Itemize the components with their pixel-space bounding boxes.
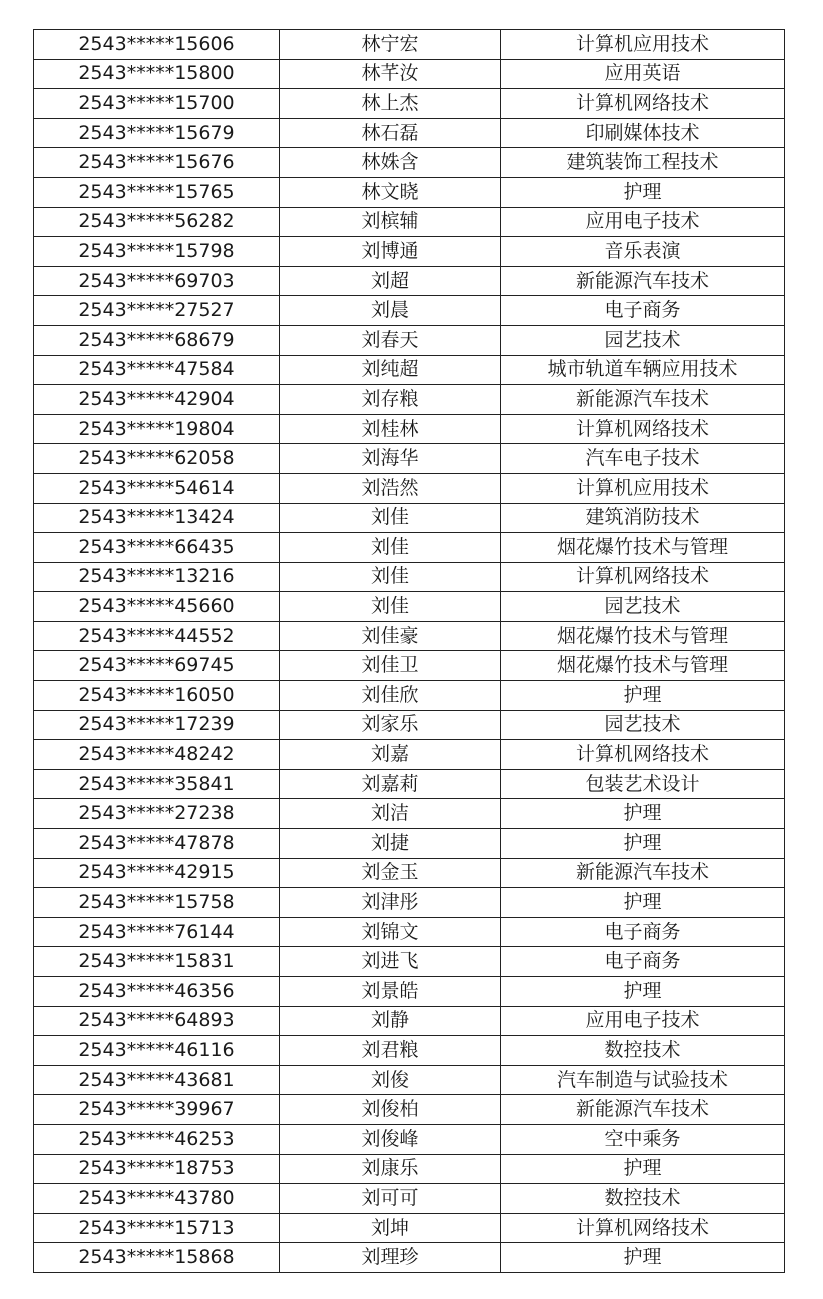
table-row: [34, 237, 785, 267]
name-cell: 刘理珍: [280, 1243, 501, 1273]
table-row: [34, 1036, 785, 1066]
id-cell: 2543*****56282: [34, 207, 280, 237]
table-row: [34, 858, 785, 888]
name-cell: 刘佳: [280, 562, 501, 592]
name-cell: 刘俊: [280, 1065, 501, 1095]
id-cell: 2543*****15800: [34, 59, 280, 89]
table-row: [34, 621, 785, 651]
name-cell: 刘俊柏: [280, 1095, 501, 1125]
table-row: [34, 503, 785, 533]
name-cell: 刘金玉: [280, 858, 501, 888]
id-cell: 2543*****45660: [34, 592, 280, 622]
major-cell: 计算机网络技术: [501, 414, 785, 444]
table-body: [34, 30, 785, 1273]
name-cell: 刘槟辅: [280, 207, 501, 237]
name-cell: 刘海华: [280, 444, 501, 474]
id-cell: 2543*****44552: [34, 621, 280, 651]
table-row: [34, 30, 785, 60]
name-cell: 刘坤: [280, 1213, 501, 1243]
major-cell: 汽车电子技术: [501, 444, 785, 474]
id-cell: 2543*****15700: [34, 89, 280, 119]
id-cell: 2543*****69745: [34, 651, 280, 681]
table-row: [34, 769, 785, 799]
major-cell: 园艺技术: [501, 325, 785, 355]
table-row: [34, 177, 785, 207]
major-cell: 新能源汽车技术: [501, 858, 785, 888]
id-cell: 2543*****47878: [34, 829, 280, 859]
name-cell: 刘博通: [280, 237, 501, 267]
table-row: [34, 1243, 785, 1273]
id-cell: 2543*****64893: [34, 1006, 280, 1036]
name-cell: 刘佳豪: [280, 621, 501, 651]
major-cell: 电子商务: [501, 296, 785, 326]
major-cell: 计算机网络技术: [501, 89, 785, 119]
table-row: [34, 533, 785, 563]
id-cell: 2543*****46116: [34, 1036, 280, 1066]
major-cell: 新能源汽车技术: [501, 385, 785, 415]
major-cell: 护理: [501, 977, 785, 1007]
table-row: [34, 947, 785, 977]
id-cell: 2543*****46253: [34, 1124, 280, 1154]
major-cell: 新能源汽车技术: [501, 266, 785, 296]
name-cell: 刘嘉: [280, 740, 501, 770]
table-row: [34, 1124, 785, 1154]
table-row: [34, 1184, 785, 1214]
id-cell: 2543*****15831: [34, 947, 280, 977]
table-row: [34, 592, 785, 622]
major-cell: 烟花爆竹技术与管理: [501, 651, 785, 681]
major-cell: 数控技术: [501, 1036, 785, 1066]
major-cell: 护理: [501, 1154, 785, 1184]
name-cell: 刘津彤: [280, 888, 501, 918]
name-cell: 林姝含: [280, 148, 501, 178]
table-row: [34, 710, 785, 740]
id-cell: 2543*****66435: [34, 533, 280, 563]
id-cell: 2543*****35841: [34, 769, 280, 799]
id-cell: 2543*****15679: [34, 118, 280, 148]
table-row: [34, 1213, 785, 1243]
name-cell: 刘俊峰: [280, 1124, 501, 1154]
major-cell: 烟花爆竹技术与管理: [501, 533, 785, 563]
name-cell: 刘佳: [280, 503, 501, 533]
id-cell: 2543*****15868: [34, 1243, 280, 1273]
table-row: [34, 740, 785, 770]
major-cell: 印刷媒体技术: [501, 118, 785, 148]
id-cell: 2543*****76144: [34, 917, 280, 947]
table-row: [34, 148, 785, 178]
major-cell: 应用电子技术: [501, 207, 785, 237]
name-cell: 刘浩然: [280, 473, 501, 503]
major-cell: 护理: [501, 829, 785, 859]
name-cell: 刘静: [280, 1006, 501, 1036]
id-cell: 2543*****17239: [34, 710, 280, 740]
table-row: [34, 977, 785, 1007]
name-cell: 刘景皓: [280, 977, 501, 1007]
table-row: [34, 325, 785, 355]
major-cell: 护理: [501, 681, 785, 711]
name-cell: 刘嘉莉: [280, 769, 501, 799]
name-cell: 林上杰: [280, 89, 501, 119]
major-cell: 数控技术: [501, 1184, 785, 1214]
table-row: [34, 1095, 785, 1125]
id-cell: 2543*****15606: [34, 30, 280, 60]
major-cell: 护理: [501, 799, 785, 829]
id-cell: 2543*****69703: [34, 266, 280, 296]
major-cell: 城市轨道车辆应用技术: [501, 355, 785, 385]
id-cell: 2543*****48242: [34, 740, 280, 770]
name-cell: 刘洁: [280, 799, 501, 829]
name-cell: 刘家乐: [280, 710, 501, 740]
id-cell: 2543*****42904: [34, 385, 280, 415]
name-cell: 刘捷: [280, 829, 501, 859]
table-row: [34, 266, 785, 296]
table-row: [34, 917, 785, 947]
name-cell: 刘锦文: [280, 917, 501, 947]
id-cell: 2543*****19804: [34, 414, 280, 444]
id-cell: 2543*****46356: [34, 977, 280, 1007]
table-row: [34, 562, 785, 592]
table-row: [34, 681, 785, 711]
id-cell: 2543*****15676: [34, 148, 280, 178]
name-cell: 刘可可: [280, 1184, 501, 1214]
table-row: [34, 1065, 785, 1095]
name-cell: 刘佳卫: [280, 651, 501, 681]
major-cell: 电子商务: [501, 917, 785, 947]
major-cell: 烟花爆竹技术与管理: [501, 621, 785, 651]
id-cell: 2543*****68679: [34, 325, 280, 355]
table-row: [34, 651, 785, 681]
id-cell: 2543*****47584: [34, 355, 280, 385]
name-cell: 刘超: [280, 266, 501, 296]
name-cell: 林文晓: [280, 177, 501, 207]
id-cell: 2543*****43780: [34, 1184, 280, 1214]
id-cell: 2543*****18753: [34, 1154, 280, 1184]
id-cell: 2543*****39967: [34, 1095, 280, 1125]
name-cell: 刘纯超: [280, 355, 501, 385]
table-row: [34, 59, 785, 89]
name-cell: 林宁宏: [280, 30, 501, 60]
table-row: [34, 207, 785, 237]
table-row: [34, 89, 785, 119]
id-cell: 2543*****15713: [34, 1213, 280, 1243]
name-cell: 刘进飞: [280, 947, 501, 977]
id-cell: 2543*****13424: [34, 503, 280, 533]
name-cell: 刘佳欣: [280, 681, 501, 711]
major-cell: 护理: [501, 888, 785, 918]
major-cell: 应用电子技术: [501, 1006, 785, 1036]
major-cell: 包装艺术设计: [501, 769, 785, 799]
table-row: [34, 355, 785, 385]
major-cell: 计算机网络技术: [501, 1213, 785, 1243]
major-cell: 园艺技术: [501, 592, 785, 622]
name-cell: 刘佳: [280, 533, 501, 563]
major-cell: 护理: [501, 1243, 785, 1273]
major-cell: 建筑消防技术: [501, 503, 785, 533]
table-row: [34, 444, 785, 474]
table-row: [34, 799, 785, 829]
id-cell: 2543*****54614: [34, 473, 280, 503]
major-cell: 建筑装饰工程技术: [501, 148, 785, 178]
table-row: [34, 473, 785, 503]
major-cell: 护理: [501, 177, 785, 207]
table-row: [34, 414, 785, 444]
id-cell: 2543*****62058: [34, 444, 280, 474]
major-cell: 电子商务: [501, 947, 785, 977]
major-cell: 计算机应用技术: [501, 473, 785, 503]
id-cell: 2543*****15765: [34, 177, 280, 207]
major-cell: 空中乘务: [501, 1124, 785, 1154]
id-cell: 2543*****42915: [34, 858, 280, 888]
id-cell: 2543*****15798: [34, 237, 280, 267]
id-cell: 2543*****27527: [34, 296, 280, 326]
table-row: [34, 118, 785, 148]
table-row: [34, 1154, 785, 1184]
name-cell: 刘春天: [280, 325, 501, 355]
major-cell: 计算机应用技术: [501, 30, 785, 60]
table-row: [34, 1006, 785, 1036]
table-row: [34, 385, 785, 415]
id-cell: 2543*****13216: [34, 562, 280, 592]
id-cell: 2543*****16050: [34, 681, 280, 711]
name-cell: 林石磊: [280, 118, 501, 148]
major-cell: 园艺技术: [501, 710, 785, 740]
major-cell: 计算机网络技术: [501, 740, 785, 770]
id-cell: 2543*****15758: [34, 888, 280, 918]
name-cell: 刘康乐: [280, 1154, 501, 1184]
name-cell: 林芊汝: [280, 59, 501, 89]
student-list-table: [33, 29, 785, 1273]
major-cell: 应用英语: [501, 59, 785, 89]
id-cell: 2543*****27238: [34, 799, 280, 829]
id-cell: 2543*****43681: [34, 1065, 280, 1095]
major-cell: 音乐表演: [501, 237, 785, 267]
major-cell: 新能源汽车技术: [501, 1095, 785, 1125]
table-row: [34, 888, 785, 918]
name-cell: 刘佳: [280, 592, 501, 622]
name-cell: 刘君粮: [280, 1036, 501, 1066]
table-row: [34, 296, 785, 326]
name-cell: 刘桂林: [280, 414, 501, 444]
major-cell: 汽车制造与试验技术: [501, 1065, 785, 1095]
name-cell: 刘晨: [280, 296, 501, 326]
name-cell: 刘存粮: [280, 385, 501, 415]
table-row: [34, 829, 785, 859]
major-cell: 计算机网络技术: [501, 562, 785, 592]
